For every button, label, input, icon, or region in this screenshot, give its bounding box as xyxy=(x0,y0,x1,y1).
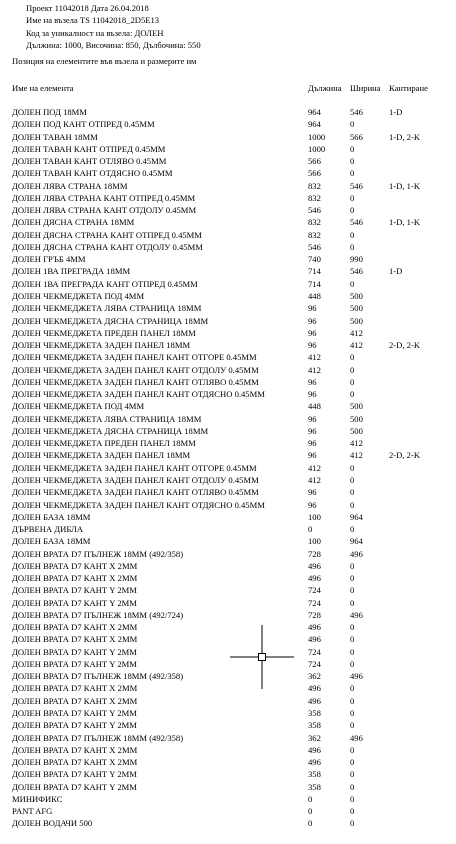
table-row xyxy=(12,241,452,253)
table-row xyxy=(12,695,452,707)
length-cell: 412 xyxy=(308,352,321,363)
width-cell: 412 xyxy=(350,450,363,461)
width-cell: 0 xyxy=(350,781,355,792)
width-cell: 0 xyxy=(350,818,355,829)
element-name-cell: ДОЛЕН ЧЕКМЕДЖЕТА ЗАДЕН ПАНЕЛ КАНТ ОТЛЯВО 0.45ММ xyxy=(12,376,259,387)
edging-cell: 2-D, 2-K xyxy=(389,340,421,351)
width-cell: 500 xyxy=(350,425,363,436)
width-cell: 496 xyxy=(350,671,363,682)
length-cell: 832 xyxy=(308,180,321,191)
width-cell: 0 xyxy=(350,634,355,645)
element-name-cell: ДОЛЕН БАЗА 18ММ xyxy=(12,511,91,522)
table-row xyxy=(12,339,452,351)
table-row xyxy=(12,511,452,523)
width-cell: 964 xyxy=(350,511,363,522)
table-row xyxy=(12,437,452,449)
table-header xyxy=(12,84,452,96)
length-cell: 96 xyxy=(308,303,317,314)
element-name-cell: ДОЛЕН ЧЕКМЕДЖЕТА ДЯСНА СТРАНИЦА 18ММ xyxy=(12,315,209,326)
length-cell: 448 xyxy=(308,290,321,301)
element-name-cell: ДОЛЕН ВРАТА D7 ПЪЛНЕЖ 18ММ (492/358) xyxy=(12,548,184,559)
element-name-cell: ДОЛЕН ВРАТА D7 КАНТ X 2ММ xyxy=(12,683,138,694)
width-cell: 0 xyxy=(350,499,355,510)
element-name-cell: ДОЛЕН ЧЕКМЕДЖЕТА ПРЕДЕН ПАНЕЛ 18ММ xyxy=(12,438,196,449)
length-cell: 566 xyxy=(308,168,321,179)
width-cell: 0 xyxy=(350,278,355,289)
table-row xyxy=(12,609,452,621)
table-row xyxy=(12,265,452,277)
table-row xyxy=(12,327,452,339)
element-name-cell: ДОЛЕН ВРАТА D7 КАНТ X 2ММ xyxy=(12,757,138,768)
table-row xyxy=(12,584,452,596)
length-cell: 724 xyxy=(308,585,321,596)
width-cell: 0 xyxy=(350,524,355,535)
length-cell: 724 xyxy=(308,646,321,657)
length-cell: 96 xyxy=(308,438,317,449)
table-row xyxy=(12,180,452,192)
length-cell: 0 xyxy=(308,806,313,817)
width-cell: 0 xyxy=(350,156,355,167)
node-name-line: Име на възела TS 11042018_2D5E13 xyxy=(26,15,160,26)
table-row xyxy=(12,351,452,363)
table-row xyxy=(12,744,452,756)
length-cell: 496 xyxy=(308,622,321,633)
document-header xyxy=(26,2,446,51)
element-name-cell: ДОЛЕН ЧЕКМЕДЖЕТА ЗАДЕН ПАНЕЛ 18ММ xyxy=(12,340,191,351)
table-row xyxy=(12,229,452,241)
element-name-cell: ДОЛЕН ВРАТА D7 КАНТ Y 2ММ xyxy=(12,720,137,731)
table-row xyxy=(12,732,452,744)
element-name-cell: ДОЛЕН ВРАТА D7 ПЪЛНЕЖ 18ММ (492/724) xyxy=(12,609,184,620)
length-cell: 1000 xyxy=(308,131,326,142)
width-cell: 546 xyxy=(350,217,363,228)
element-name-cell: ДОЛЕН ДЯСНА СТРАНА КАНТ ОТДОЛУ 0.45ММ xyxy=(12,241,203,252)
length-cell: 724 xyxy=(308,658,321,669)
element-name-cell: ДОЛЕН ТАВАН КАНТ ОТПРЕД 0.45ММ xyxy=(12,143,166,154)
table-row xyxy=(12,523,452,535)
length-cell: 362 xyxy=(308,732,321,743)
length-cell: 740 xyxy=(308,254,321,265)
table-row xyxy=(12,781,452,793)
width-cell: 0 xyxy=(350,683,355,694)
length-cell: 714 xyxy=(308,278,321,289)
table-row xyxy=(12,548,452,560)
width-cell: 496 xyxy=(350,548,363,559)
table-row xyxy=(12,302,452,314)
length-cell: 0 xyxy=(308,524,313,535)
unique-code-line: Код за уникалност на възела: ДОЛЕН xyxy=(26,27,164,38)
element-name-cell: ДОЛЕН ЧЕКМЕДЖЕТА ЗАДЕН ПАНЕЛ КАНТ ОТДОЛУ 0.45ММ xyxy=(12,474,259,485)
width-cell: 546 xyxy=(350,107,363,117)
width-cell: 500 xyxy=(350,401,363,412)
length-cell: 358 xyxy=(308,769,321,780)
table-row xyxy=(12,817,452,829)
length-cell: 724 xyxy=(308,597,321,608)
element-name-cell: ДОЛЕН ЧЕКМЕДЖЕТА ПОД 4ММ xyxy=(12,401,145,412)
element-name-cell: ДОЛЕН ВРАТА D7 КАНТ X 2ММ xyxy=(12,695,138,706)
project-line: Проект 11042018 Дата 26.04.2018 xyxy=(26,3,149,13)
length-cell: 412 xyxy=(308,364,321,375)
table-row xyxy=(12,290,452,302)
length-cell: 358 xyxy=(308,708,321,719)
table-row xyxy=(12,278,452,290)
width-cell: 0 xyxy=(350,462,355,473)
element-name-cell: ДОЛЕН ВРАТА D7 КАНТ X 2ММ xyxy=(12,634,138,645)
element-name-cell: ДОЛЕН ТАВАН 18ММ xyxy=(12,131,98,142)
table-row xyxy=(12,499,452,511)
length-cell: 358 xyxy=(308,720,321,731)
element-name-cell: ДОЛЕН ЧЕКМЕДЖЕТА ПРЕДЕН ПАНЕЛ 18ММ xyxy=(12,327,196,338)
length-cell: 728 xyxy=(308,609,321,620)
length-cell: 96 xyxy=(308,499,317,510)
element-name-cell: ДОЛЕН ЧЕКМЕДЖЕТА ДЯСНА СТРАНИЦА 18ММ xyxy=(12,425,209,436)
column-header-edging: Кантиране xyxy=(389,83,428,93)
length-cell: 496 xyxy=(308,560,321,571)
element-name-cell: ДОЛЕН ВРАТА D7 ПЪЛНЕЖ 18ММ (492/358) xyxy=(12,732,184,743)
length-cell: 96 xyxy=(308,425,317,436)
length-cell: 496 xyxy=(308,634,321,645)
width-cell: 0 xyxy=(350,192,355,203)
table-row xyxy=(12,413,452,425)
width-cell: 0 xyxy=(350,389,355,400)
length-cell: 546 xyxy=(308,241,321,252)
width-cell: 0 xyxy=(350,143,355,154)
length-cell: 496 xyxy=(308,695,321,706)
table-row xyxy=(12,155,452,167)
element-name-cell: ДОЛЕН ПОД КАНТ ОТПРЕД 0.45ММ xyxy=(12,119,155,130)
width-cell: 500 xyxy=(350,315,363,326)
element-name-cell: ДОЛЕН ЧЕКМЕДЖЕТА ЗАДЕН ПАНЕЛ КАНТ ОТДОЛУ 0.45ММ xyxy=(12,364,259,375)
element-name-cell: ДОЛЕН ЧЕКМЕДЖЕТА ПОД 4ММ xyxy=(12,290,145,301)
element-name-cell: ДОЛЕН ТАВАН КАНТ ОТЛЯВО 0.45ММ xyxy=(12,156,167,167)
width-cell: 412 xyxy=(350,327,363,338)
table-row xyxy=(12,768,452,780)
element-name-cell: ДОЛЕН ЛЯВА СТРАНА 18ММ xyxy=(12,180,128,191)
column-header-name: Име на елемента xyxy=(12,83,74,93)
length-cell: 362 xyxy=(308,671,321,682)
column-header-length: Дължина xyxy=(308,83,342,93)
table-row xyxy=(12,118,452,130)
length-cell: 714 xyxy=(308,266,321,277)
element-name-cell: ДОЛЕН ВРАТА D7 КАНТ Y 2ММ xyxy=(12,658,137,669)
element-name-cell: ДОЛЕН ЧЕКМЕДЖЕТА ЗАДЕН ПАНЕЛ КАНТ ОТДЯСНО 0.45ММ xyxy=(12,389,265,400)
element-name-cell: ДОЛЕН ГРЪБ 4ММ xyxy=(12,254,86,265)
length-cell: 0 xyxy=(308,818,313,829)
table-row xyxy=(12,756,452,768)
length-cell: 448 xyxy=(308,401,321,412)
table-row xyxy=(12,535,452,547)
table-row xyxy=(12,474,452,486)
length-cell: 832 xyxy=(308,229,321,240)
edging-cell: 1-D, 1-K xyxy=(389,180,421,191)
width-cell: 0 xyxy=(350,622,355,633)
table-row xyxy=(12,400,452,412)
table-row xyxy=(12,376,452,388)
width-cell: 0 xyxy=(350,695,355,706)
table-row xyxy=(12,315,452,327)
length-cell: 496 xyxy=(308,757,321,768)
element-name-cell: ДЪРВЕНА ДИБЛА xyxy=(12,524,84,535)
element-name-cell: ДОЛЕН ЛЯВА СТРАНА КАНТ ОТДОЛУ 0.45ММ xyxy=(12,205,197,216)
table-row xyxy=(12,253,452,265)
width-cell: 0 xyxy=(350,585,355,596)
width-cell: 546 xyxy=(350,266,363,277)
element-name-cell: ДОЛЕН ВРАТА D7 КАНТ Y 2ММ xyxy=(12,769,137,780)
element-name-cell: ДОЛЕН ЧЕКМЕДЖЕТА ЗАДЕН ПАНЕЛ КАНТ ОТГОРЕ 0.45ММ xyxy=(12,352,257,363)
column-header-width: Ширина xyxy=(350,83,381,93)
length-cell: 96 xyxy=(308,450,317,461)
width-cell: 0 xyxy=(350,806,355,817)
length-cell: 728 xyxy=(308,548,321,559)
element-name-cell: ДОЛЕН ПОД 18ММ xyxy=(12,107,87,117)
length-cell: 546 xyxy=(308,205,321,216)
width-cell: 0 xyxy=(350,744,355,755)
width-cell: 0 xyxy=(350,168,355,179)
element-name-cell: ДОЛЕН ЧЕКМЕДЖЕТА ЛЯВА СТРАНИЦА 18ММ xyxy=(12,303,202,314)
element-name-cell: ДОЛЕН ВРАТА D7 КАНТ Y 2ММ xyxy=(12,781,137,792)
table-row xyxy=(12,425,452,437)
width-cell: 0 xyxy=(350,229,355,240)
element-name-cell: ДОЛЕН ВРАТА D7 КАНТ Y 2ММ xyxy=(12,646,137,657)
element-name-cell: ДОЛЕН ВРАТА D7 КАНТ X 2ММ xyxy=(12,744,138,755)
width-cell: 412 xyxy=(350,438,363,449)
length-cell: 496 xyxy=(308,683,321,694)
table-row xyxy=(12,707,452,719)
length-cell: 96 xyxy=(308,413,317,424)
table-row xyxy=(12,364,452,376)
width-cell: 0 xyxy=(350,364,355,375)
table-row xyxy=(12,388,452,400)
length-cell: 96 xyxy=(308,340,317,351)
width-cell: 496 xyxy=(350,609,363,620)
table-row xyxy=(12,462,452,474)
width-cell: 0 xyxy=(350,474,355,485)
element-name-cell: МИНИФИКС xyxy=(12,793,63,804)
edging-cell: 1-D xyxy=(389,266,403,277)
table-row xyxy=(12,167,452,179)
element-name-cell: ДОЛЕН ВРАТА D7 КАНТ Y 2ММ xyxy=(12,597,137,608)
width-cell: 500 xyxy=(350,290,363,301)
width-cell: 0 xyxy=(350,560,355,571)
length-cell: 100 xyxy=(308,511,321,522)
length-cell: 412 xyxy=(308,474,321,485)
width-cell: 0 xyxy=(350,708,355,719)
width-cell: 0 xyxy=(350,487,355,498)
table-row xyxy=(12,131,452,143)
width-cell: 0 xyxy=(350,769,355,780)
width-cell: 546 xyxy=(350,180,363,191)
length-cell: 496 xyxy=(308,573,321,584)
element-name-cell: ДОЛЕН ВРАТА D7 КАНТ X 2ММ xyxy=(12,622,138,633)
table-row xyxy=(12,216,452,228)
length-cell: 96 xyxy=(308,487,317,498)
width-cell: 964 xyxy=(350,536,363,547)
width-cell: 566 xyxy=(350,131,363,142)
width-cell: 496 xyxy=(350,732,363,743)
table-row xyxy=(12,143,452,155)
length-cell: 100 xyxy=(308,536,321,547)
length-cell: 964 xyxy=(308,119,321,130)
edging-cell: 2-D, 2-K xyxy=(389,450,421,461)
width-cell: 0 xyxy=(350,352,355,363)
element-name-cell: ДОЛЕН БАЗА 18ММ xyxy=(12,536,91,547)
width-cell: 0 xyxy=(350,205,355,216)
element-name-cell: ДОЛЕН ВРАТА D7 КАНТ Y 2ММ xyxy=(12,708,137,719)
width-cell: 0 xyxy=(350,646,355,657)
length-cell: 96 xyxy=(308,327,317,338)
crosshair-cursor-icon xyxy=(230,625,294,689)
width-cell: 0 xyxy=(350,376,355,387)
length-cell: 832 xyxy=(308,217,321,228)
length-cell: 566 xyxy=(308,156,321,167)
table-row xyxy=(12,486,452,498)
table-row xyxy=(12,204,452,216)
element-name-cell: ДОЛЕН ЛЯВА СТРАНА КАНТ ОТПРЕД 0.45ММ xyxy=(12,192,196,203)
element-name-cell: ДОЛЕН ЧЕКМЕДЖЕТА ЗАДЕН ПАНЕЛ КАНТ ОТЛЯВО 0.45ММ xyxy=(12,487,259,498)
element-name-cell: ДОЛЕН ЧЕКМЕДЖЕТА ЗАДЕН ПАНЕЛ КАНТ ОТДЯСНО 0.45ММ xyxy=(12,499,265,510)
dimensions-line: Дължина: 1000, Височина: 850, Дълбочина: 550 xyxy=(26,39,201,50)
table-row xyxy=(12,597,452,609)
length-cell: 412 xyxy=(308,462,321,473)
width-cell: 0 xyxy=(350,597,355,608)
width-cell: 990 xyxy=(350,254,363,265)
element-name-cell: ДОЛЕН ВРАТА D7 ПЪЛНЕЖ 18ММ (492/358) xyxy=(12,671,184,682)
element-name-cell: ДОЛЕН ВРАТА D7 КАНТ X 2ММ xyxy=(12,573,138,584)
element-name-cell: ДОЛЕН ВОДАЧИ 500 xyxy=(12,818,93,829)
edging-cell: 1-D, 1-K xyxy=(389,217,421,228)
width-cell: 412 xyxy=(350,340,363,351)
element-name-cell: ДОЛЕН 1ВА ПРЕГРАДА 18ММ xyxy=(12,266,131,277)
element-name-cell: ДОЛЕН 1ВА ПРЕГРАДА КАНТ ОТПРЕД 0.45ММ xyxy=(12,278,198,289)
width-cell: 0 xyxy=(350,793,355,804)
width-cell: 0 xyxy=(350,757,355,768)
table-row xyxy=(12,805,452,817)
table-row xyxy=(12,106,452,118)
edging-cell: 1-D, 2-K xyxy=(389,131,421,142)
edging-cell: 1-D xyxy=(389,107,403,117)
length-cell: 496 xyxy=(308,744,321,755)
width-cell: 0 xyxy=(350,241,355,252)
length-cell: 358 xyxy=(308,781,321,792)
section-title: Позиция на елементите във възела и размерите им xyxy=(12,56,197,66)
element-name-cell: ДОЛЕН ВРАТА D7 КАНТ X 2ММ xyxy=(12,560,138,571)
width-cell: 0 xyxy=(350,720,355,731)
width-cell: 0 xyxy=(350,658,355,669)
element-name-cell: ДОЛЕН ТАВАН КАНТ ОТДЯСНО 0.45ММ xyxy=(12,168,173,179)
element-name-cell: ДОЛЕН ЧЕКМЕДЖЕТА ЛЯВА СТРАНИЦА 18ММ xyxy=(12,413,202,424)
table-row xyxy=(12,572,452,584)
table-row xyxy=(12,719,452,731)
length-cell: 96 xyxy=(308,376,317,387)
element-name-cell: ДОЛЕН ДЯСНА СТРАНА 18ММ xyxy=(12,217,135,228)
elements-table xyxy=(12,106,452,830)
length-cell: 1000 xyxy=(308,143,326,154)
length-cell: 0 xyxy=(308,793,313,804)
table-row xyxy=(12,192,452,204)
width-cell: 500 xyxy=(350,303,363,314)
element-name-cell: ДОЛЕН ДЯСНА СТРАНА КАНТ ОТПРЕД 0.45ММ xyxy=(12,229,202,240)
element-name-cell: PANT AFG xyxy=(12,806,53,817)
element-name-cell: ДОЛЕН ЧЕКМЕДЖЕТА ЗАДЕН ПАНЕЛ 18ММ xyxy=(12,450,191,461)
length-cell: 832 xyxy=(308,192,321,203)
length-cell: 96 xyxy=(308,389,317,400)
table-row xyxy=(12,560,452,572)
length-cell: 96 xyxy=(308,315,317,326)
width-cell: 500 xyxy=(350,413,363,424)
width-cell: 0 xyxy=(350,573,355,584)
table-row xyxy=(12,793,452,805)
width-cell: 0 xyxy=(350,119,355,130)
element-name-cell: ДОЛЕН ЧЕКМЕДЖЕТА ЗАДЕН ПАНЕЛ КАНТ ОТГОРЕ 0.45ММ xyxy=(12,462,257,473)
length-cell: 964 xyxy=(308,107,321,117)
table-row xyxy=(12,449,452,461)
element-name-cell: ДОЛЕН ВРАТА D7 КАНТ Y 2ММ xyxy=(12,585,137,596)
